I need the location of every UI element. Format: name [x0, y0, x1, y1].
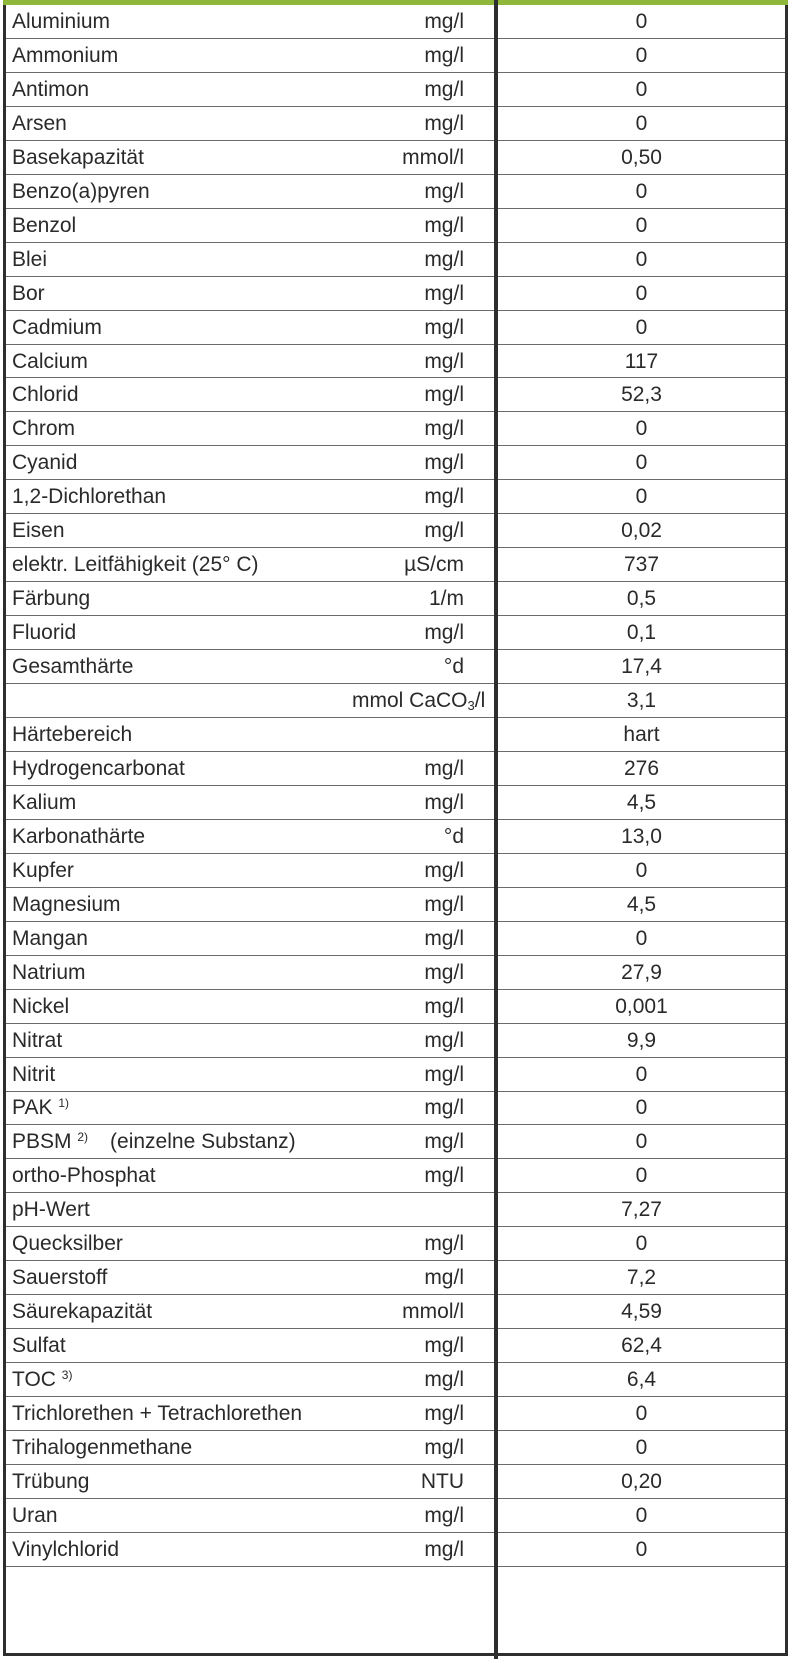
parameter-name [6, 174, 352, 208]
table-row [6, 1329, 785, 1363]
unit [352, 1498, 488, 1532]
measured-value: 17,4 [498, 650, 785, 684]
parameter-label: Arsen [12, 111, 67, 135]
unit [352, 616, 488, 650]
table-row [6, 38, 785, 72]
parameter-label: elektr. Leitfähigkeit (25° C) [12, 553, 259, 577]
unit-label: mg/l [424, 1028, 464, 1052]
unit [352, 378, 488, 412]
parameter-label: Karbonathärte [12, 824, 146, 848]
parameter-name [6, 1464, 352, 1498]
unit-label: mg/l [424, 349, 464, 373]
unit [352, 480, 488, 514]
measured-value: 0 [498, 853, 785, 887]
measured-value: 0 [498, 1227, 785, 1261]
table-row [6, 446, 785, 480]
table-row [6, 751, 785, 785]
measured-value: 0 [498, 921, 785, 955]
measured-value: 0 [498, 208, 785, 242]
parameter-name [6, 582, 352, 616]
unit-label: mg/l [424, 1130, 464, 1154]
unit-label: °d [443, 824, 464, 848]
unit [352, 819, 488, 853]
table-row [6, 1464, 785, 1498]
parameter-name [6, 106, 352, 140]
parameter-name [6, 72, 352, 106]
parameter-name [6, 955, 352, 989]
measured-value: 0 [498, 106, 785, 140]
measured-value: 3,1 [498, 684, 785, 718]
measured-value: 0 [498, 1431, 785, 1465]
measured-value: 52,3 [498, 378, 785, 412]
unit [352, 548, 488, 582]
unit-label: mg/l [424, 858, 464, 882]
measured-value: 276 [498, 751, 785, 785]
table-row [6, 1363, 785, 1397]
unit [352, 514, 488, 548]
parameter-label: Nickel [12, 994, 70, 1018]
measured-value: 0 [498, 174, 785, 208]
table-row [6, 1261, 785, 1295]
parameter-name [6, 1431, 352, 1465]
parameter-name [6, 819, 352, 853]
parameter-name [6, 1498, 352, 1532]
parameter-label: Magnesium [12, 892, 121, 916]
parameter-name [6, 1057, 352, 1091]
unit-subscript: 3 [467, 697, 475, 713]
parameter-label: TOC [12, 1368, 56, 1392]
parameter-label: Gesamthärte [12, 655, 134, 679]
parameter-name [6, 1159, 352, 1193]
table-row [6, 650, 785, 684]
unit-label: mg/l [424, 519, 464, 543]
unit [352, 853, 488, 887]
parameter-label: Cadmium [12, 315, 102, 339]
parameter-name [6, 921, 352, 955]
table-row [6, 5, 785, 38]
unit [352, 72, 488, 106]
measured-value: 0,50 [498, 140, 785, 174]
parameter-label: Uran [12, 1503, 58, 1527]
table-row [6, 955, 785, 989]
parameter-name [6, 310, 352, 344]
unit-label: mg/l [424, 9, 464, 33]
table-row [6, 1023, 785, 1057]
table-body [6, 5, 785, 1566]
unit-label: mg/l [424, 1062, 464, 1086]
unit-label [352, 689, 485, 712]
table-row [6, 1091, 785, 1125]
unit-label: mg/l [424, 1334, 464, 1358]
parameter-label: Basekapazität [12, 145, 144, 169]
measured-value: 4,5 [498, 785, 785, 819]
unit [352, 1057, 488, 1091]
unit-label: µS/cm [404, 553, 464, 577]
parameter-label: 1,2-Dichlorethan [12, 485, 167, 509]
unit [352, 989, 488, 1023]
unit [352, 1227, 488, 1261]
parameter-label: Trichlorethen + Tetrachlorethen [12, 1402, 303, 1426]
parameter-label: Hydrogencarbonat [12, 756, 185, 780]
measured-value: 737 [498, 548, 785, 582]
unit-label: mg/l [424, 1537, 464, 1561]
unit [352, 276, 488, 310]
measured-value: 6,4 [498, 1363, 785, 1397]
table-row [6, 276, 785, 310]
table-row [6, 1397, 785, 1431]
table-row [6, 684, 785, 718]
unit [352, 582, 488, 616]
parameter-name [6, 38, 352, 72]
footnote-marker: 1) [58, 1096, 69, 1111]
parameter-name [6, 785, 352, 819]
table-row [6, 1498, 785, 1532]
parameter-name [6, 1397, 352, 1431]
unit [352, 106, 488, 140]
measured-value: 0,02 [498, 514, 785, 548]
measured-value: 0 [498, 310, 785, 344]
table-row [6, 514, 785, 548]
table-row [6, 1125, 785, 1159]
measured-value: 4,5 [498, 887, 785, 921]
parameter-name [6, 1329, 352, 1363]
measured-value: 0,1 [498, 616, 785, 650]
unit-label: mg/l [424, 994, 464, 1018]
table-row [6, 242, 785, 276]
measured-value: 62,4 [498, 1329, 785, 1363]
parameter-label: Vinylchlorid [12, 1537, 119, 1561]
table-row [6, 174, 785, 208]
parameter-name [6, 514, 352, 548]
parameter-label: Nitrit [12, 1062, 56, 1086]
measured-value: 0,001 [498, 989, 785, 1023]
unit-label: mg/l [424, 1402, 464, 1426]
parameter-name [6, 650, 352, 684]
unit-label: mg/l [424, 621, 464, 645]
table-row [6, 616, 785, 650]
unit-label: mg/l [424, 1503, 464, 1527]
table-row [6, 1431, 785, 1465]
unit-label: NTU [420, 1469, 464, 1493]
parameter-name [6, 548, 352, 582]
table-row [6, 1532, 785, 1566]
unit-prefix: mmol CaCO [352, 688, 468, 712]
unit [352, 140, 488, 174]
unit [352, 1464, 488, 1498]
measured-value: 0 [498, 1057, 785, 1091]
table-row [6, 1227, 785, 1261]
measured-value: 0 [498, 242, 785, 276]
parameter-label: Benzo(a)pyren [12, 179, 150, 203]
parameter-label: Calcium [12, 349, 88, 373]
parameter-name [6, 989, 352, 1023]
unit-label: °d [443, 655, 464, 679]
unit [352, 1193, 488, 1227]
unit-label: mg/l [424, 1266, 464, 1290]
unit [352, 1532, 488, 1566]
unit-label: mg/l [424, 1436, 464, 1459]
unit [352, 718, 488, 752]
unit-label: mg/l [424, 383, 464, 407]
parameter-label: ortho-Phosphat [12, 1164, 156, 1188]
measured-value: 4,59 [498, 1295, 785, 1329]
parameter-name [6, 718, 352, 752]
unit-label: mmol/l [402, 1300, 464, 1324]
unit-suffix: /l [474, 688, 486, 712]
parameter-name [6, 378, 352, 412]
parameter-label: Sulfat [12, 1334, 66, 1358]
measured-value: 9,9 [498, 1023, 785, 1057]
table-row [6, 72, 785, 106]
unit [352, 785, 488, 819]
table-row [6, 819, 785, 853]
table-row [6, 1159, 785, 1193]
parameter-name [6, 887, 352, 921]
parameter-label: Trihalogenmethane [12, 1436, 193, 1459]
unit [352, 1125, 488, 1159]
unit-label: mg/l [424, 1232, 464, 1256]
table-row [6, 853, 785, 887]
table-row [6, 1193, 785, 1227]
measured-value: 0 [498, 412, 785, 446]
unit-label: mg/l [424, 417, 464, 441]
parameter-name [6, 1261, 352, 1295]
unit-label: mg/l [424, 315, 464, 339]
measured-value: 0 [498, 72, 785, 106]
parameter-name [6, 242, 352, 276]
unit [352, 1023, 488, 1057]
parameter-name [6, 751, 352, 785]
table-row [6, 989, 785, 1023]
unit-label: mg/l [424, 926, 464, 950]
unit-label: mg/l [424, 1164, 464, 1188]
parameter-label: Bor [12, 281, 45, 305]
unit-label: mg/l [424, 451, 464, 475]
parameter-label: Fluorid [12, 621, 77, 645]
unit-label: 1/m [428, 587, 464, 611]
parameter-label: Kupfer [12, 858, 74, 882]
table-row [6, 921, 785, 955]
table-row [6, 208, 785, 242]
unit [352, 38, 488, 72]
unit [352, 955, 488, 989]
table-row [6, 378, 785, 412]
parameter-label: Ammonium [12, 43, 119, 67]
footnote-marker: 3) [61, 1368, 73, 1383]
parameter-label: Mangan [12, 926, 88, 950]
parameter-name [6, 1227, 352, 1261]
measured-value: 0 [498, 1397, 785, 1431]
measured-value: 117 [498, 344, 785, 378]
unit [352, 208, 488, 242]
unit [352, 242, 488, 276]
unit [352, 412, 488, 446]
measured-value: 27,9 [498, 955, 785, 989]
parameter-label: Trübung [12, 1469, 90, 1493]
measured-value: 0,20 [498, 1464, 785, 1498]
parameter-label: Aluminium [12, 9, 111, 33]
parameter-name [6, 446, 352, 480]
parameter-label: Quecksilber [12, 1232, 123, 1256]
unit-label: mg/l [424, 790, 464, 814]
unit-label: mg/l [424, 179, 464, 203]
unit [352, 1329, 488, 1363]
parameter-name [6, 1363, 352, 1397]
table-row [6, 310, 785, 344]
table-row [6, 548, 785, 582]
parameter-label: Natrium [12, 960, 86, 984]
parameter-name [6, 1023, 352, 1057]
parameter-name [6, 208, 352, 242]
unit-label: mg/l [424, 213, 464, 237]
unit [352, 446, 488, 480]
unit-label: mg/l [424, 281, 464, 305]
parameter-name [6, 1125, 352, 1159]
parameter-label: Färbung [12, 587, 91, 611]
table-row [6, 480, 785, 514]
parameter-name [6, 140, 352, 174]
unit-label: mg/l [424, 485, 464, 509]
measured-value: 13,0 [498, 819, 785, 853]
table-row [6, 106, 785, 140]
parameter-label: Eisen [12, 519, 65, 543]
parameter-label: pH-Wert [12, 1198, 90, 1222]
unit [352, 344, 488, 378]
unit [352, 310, 488, 344]
parameter-name [6, 616, 352, 650]
parameter-name [6, 344, 352, 378]
parameter-label: Nitrat [12, 1028, 63, 1052]
water-analysis-table [6, 5, 785, 1567]
measured-value: 0 [498, 446, 785, 480]
parameter-name [6, 412, 352, 446]
parameter-name [6, 1091, 352, 1125]
parameter-label: Blei [12, 247, 48, 271]
measured-value: 0 [498, 1532, 785, 1566]
unit [352, 887, 488, 921]
unit-label: mg/l [424, 247, 464, 271]
parameter-name [6, 480, 352, 514]
unit [352, 1261, 488, 1295]
parameter-label: Härtebereich [12, 722, 133, 746]
unit [352, 684, 488, 718]
measured-value: 0 [498, 276, 785, 310]
parameter-label: Sauerstoff [12, 1266, 108, 1290]
unit-label: mg/l [424, 756, 464, 780]
measured-value: 0 [498, 1498, 785, 1532]
measured-value: 0 [498, 1159, 785, 1193]
column-divider [494, 0, 498, 1659]
unit-label: mg/l [424, 1368, 464, 1392]
parameter-name [6, 684, 352, 718]
unit [352, 5, 488, 38]
parameter-name [6, 276, 352, 310]
footnote-marker: 2) [77, 1130, 89, 1145]
unit [352, 1431, 488, 1465]
parameter-label: Cyanid [12, 451, 78, 475]
parameter-name [6, 1532, 352, 1566]
unit-label: mg/l [424, 111, 464, 135]
table-row [6, 785, 785, 819]
parameter-label: Chlorid [12, 383, 79, 407]
unit-label: mmol/l [402, 145, 464, 169]
table-row [6, 412, 785, 446]
measured-value: 0 [498, 1125, 785, 1159]
table-row [6, 887, 785, 921]
unit-label: mg/l [424, 892, 464, 916]
parameter-name [6, 1193, 352, 1227]
measured-value: 0 [498, 1091, 785, 1125]
parameter-label: Benzol [12, 213, 77, 237]
unit-label: mg/l [424, 1096, 464, 1120]
measured-value: 7,27 [498, 1193, 785, 1227]
measured-value: 7,2 [498, 1261, 785, 1295]
unit [352, 174, 488, 208]
unit [352, 751, 488, 785]
table-row [6, 1057, 785, 1091]
table-row [6, 582, 785, 616]
measured-value: 0 [498, 5, 785, 38]
unit [352, 1091, 488, 1125]
parameter-qualifier: (einzelne Substanz) [110, 1130, 296, 1154]
parameter-label: Säurekapazität [12, 1300, 153, 1324]
parameter-label: Antimon [12, 77, 90, 101]
unit-label: mg/l [424, 43, 464, 67]
parameter-name [6, 5, 352, 38]
parameter-label: Chrom [12, 417, 76, 441]
measured-value: hart [498, 718, 785, 752]
unit [352, 1159, 488, 1193]
parameter-name [6, 853, 352, 887]
table-row [6, 344, 785, 378]
unit [352, 921, 488, 955]
unit [352, 1363, 488, 1397]
unit [352, 1397, 488, 1431]
table-row [6, 1295, 785, 1329]
parameter-name [6, 1295, 352, 1329]
measured-value: 0 [498, 480, 785, 514]
parameter-label: Kalium [12, 790, 77, 814]
measured-value: 0 [498, 38, 785, 72]
parameter-label: PBSM [12, 1130, 72, 1154]
unit-label: mg/l [424, 77, 464, 101]
parameter-label: PAK [12, 1096, 53, 1120]
measured-value: 0,5 [498, 582, 785, 616]
unit-label: mg/l [424, 960, 464, 984]
unit [352, 1295, 488, 1329]
table-row [6, 140, 785, 174]
unit [352, 650, 488, 684]
table-row [6, 718, 785, 752]
